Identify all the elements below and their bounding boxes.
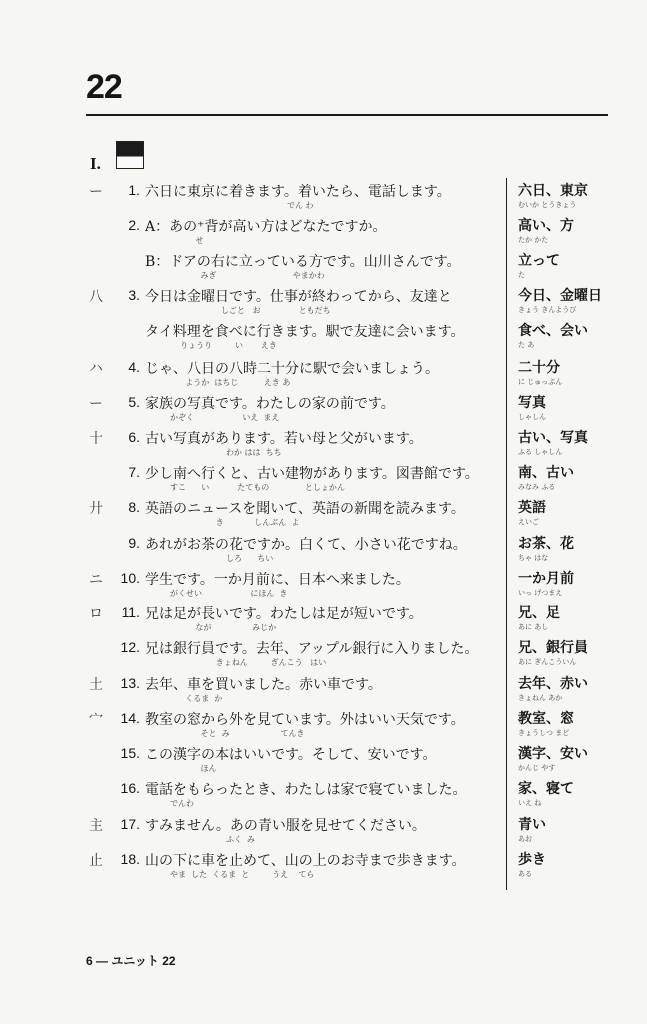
vocab-kanji: 食べ、会い (518, 323, 588, 339)
header-rule (86, 114, 608, 116)
sentence-number: 16. (120, 780, 140, 796)
vocab-kanji: 高い、方 (518, 218, 574, 234)
sentence-row (0, 283, 647, 317)
vocab-kanji: 漢字、安い (518, 746, 588, 762)
sentence-row (0, 600, 647, 634)
vocab-kanji: 写真 (518, 395, 546, 411)
radical-marker: ニ (89, 572, 103, 588)
sentence-text: じゃ、八日の八時二十分に駅で会いましょう。 (145, 361, 439, 377)
sentence-text: 兄は銀行員です。去年、アップル銀行に入りました。 (145, 641, 479, 657)
furigana-reading: みぎ やまかわ (170, 271, 325, 280)
sentence-row (0, 531, 647, 565)
furigana-reading: ようか はちじ えき あ (170, 378, 291, 387)
vocab-furigana: あお (518, 835, 532, 843)
furigana-reading: くるま か (170, 694, 223, 703)
furigana-reading: すこ い たてもの としょかん (170, 483, 345, 492)
furigana-reading: ほん (170, 764, 217, 773)
unit-number-heading: 22 (86, 68, 122, 106)
furigana-reading: しろ ちい (170, 554, 274, 563)
sentence-row (0, 318, 647, 352)
sentence-text: 六日に東京に着きます。着いたら、電話します。 (145, 184, 451, 200)
radical-marker: 宀 (89, 712, 103, 728)
vocab-furigana: あに あし (518, 623, 549, 631)
vocab-furigana: た あ (518, 341, 535, 349)
radical-marker: 止 (89, 853, 103, 869)
sentence-number: 7. (128, 464, 140, 480)
sentence-number: 4. (128, 359, 140, 375)
vocab-kanji: 教室、窓 (518, 711, 574, 727)
vocab-kanji: 六日、東京 (518, 183, 588, 199)
furigana-reading: でんわ (170, 799, 194, 808)
vocab-furigana: むいか とうきょう (518, 201, 577, 209)
vocab-furigana: かんじ やす (518, 764, 556, 772)
radical-marker: 主 (89, 818, 103, 834)
sentence-row (0, 178, 647, 212)
vocab-furigana: きょうしつ まど (518, 729, 570, 737)
furigana-reading: せ (170, 236, 204, 245)
sentence-number: 12. (120, 639, 140, 655)
vocab-kanji: 一か月前 (518, 571, 574, 587)
sentence-row (0, 460, 647, 494)
radical-marker: ー (89, 396, 103, 412)
sentence-text: 家族の写真です。わたしの家の前です。 (145, 396, 395, 412)
sentence-text: 古い写真があります。若い母と父がいます。 (145, 431, 423, 447)
radical-marker: 土 (89, 677, 103, 693)
vocab-furigana: た (518, 271, 525, 279)
furigana-reading: かぞく いえ まえ (170, 413, 280, 422)
vocab-furigana: いえ ね (518, 799, 542, 807)
section-label: I. (90, 154, 101, 173)
vocab-kanji: 歩き (518, 852, 546, 868)
furigana-reading: そと み てんき (170, 729, 305, 738)
sentence-row (0, 425, 647, 459)
sentence-row (0, 671, 647, 705)
sentence-text: 今日は金曜日です。仕事が終わってから、友達と (145, 289, 452, 305)
vocab-kanji: 兄、銀行員 (518, 640, 588, 656)
sentence-row (0, 812, 647, 846)
sentence-row (0, 776, 647, 810)
sentence-text: 兄は足が長いです。わたしは足が短いです。 (145, 606, 423, 622)
vocab-kanji: 英語 (518, 500, 546, 516)
sentence-text: あれがお茶の花ですか。白くて、小さい花ですね。 (145, 537, 467, 553)
sentence-number: 17. (120, 816, 140, 832)
vocab-furigana: に じゅっぷん (518, 378, 563, 386)
radical-marker: ロ (89, 606, 103, 622)
section-box-icon (116, 141, 144, 169)
sentence-number: 10. (120, 570, 140, 586)
vocab-furigana: いっ げつまえ (518, 589, 563, 597)
furigana-reading: ふく み (170, 835, 256, 844)
sentence-number: 14. (120, 710, 140, 726)
sentence-text: 教室の窓から外を見ています。外はいい天気です。 (145, 712, 465, 728)
vocab-furigana: たか かた (518, 236, 549, 244)
sentence-number: 13. (120, 675, 140, 691)
vocab-furigana: ちゃ はな (518, 554, 549, 562)
sentence-text: 英語のニュースを聞いて、英語の新聞を読みます。 (145, 501, 465, 517)
sentence-row (0, 248, 647, 282)
vocab-kanji: 家、寝て (518, 781, 574, 797)
furigana-reading: なが みじか (170, 623, 277, 632)
radical-marker: ー (89, 184, 103, 200)
furigana-reading: わか はは ちち (170, 448, 282, 457)
radical-marker: ハ (89, 361, 103, 377)
furigana-reading: やま した くるま と うえ てら (170, 870, 315, 879)
sentence-row (0, 355, 647, 389)
sentence-number: 9. (128, 535, 140, 551)
furigana-reading: でん わ (170, 201, 314, 210)
radical-marker: 十 (89, 431, 103, 447)
furigana-reading: がくせい にほん き (170, 589, 288, 598)
sentence-text: タイ料理を食べに行きます。駅で友達に会います。 (145, 324, 465, 340)
sentence-row (0, 635, 647, 669)
sentence-row (0, 847, 647, 881)
sentence-text: 去年、車を買いました。赤い車です。 (145, 677, 382, 693)
sentence-number: 11. (121, 604, 140, 620)
vocab-kanji: 二十分 (518, 360, 560, 376)
sentence-number: 8. (128, 499, 140, 515)
page-footer: 6 — ユニット 22 (86, 954, 176, 968)
sentence-row (0, 566, 647, 600)
sentence-number: 5. (128, 394, 140, 410)
radical-marker: 八 (89, 289, 103, 305)
vocab-kanji: 青い (518, 817, 546, 833)
vocab-kanji: お茶、花 (518, 536, 574, 552)
sentence-number: 18. (120, 851, 140, 867)
furigana-reading: りょうり い えき (170, 341, 277, 350)
vocab-kanji: 立って (518, 253, 560, 269)
sentence-text: この漢字の本はいいです。そして、安いです。 (145, 747, 437, 763)
sentence-number: 2. (128, 217, 140, 233)
vocab-furigana: きょう きんようび (518, 306, 577, 314)
sentence-text: 少し南へ行くと、古い建物があります。図書館です。 (145, 466, 479, 482)
sentence-text: 山の下に車を止めて、山の上のお寺まで歩きます。 (145, 853, 466, 869)
sentence-number: 6. (128, 429, 140, 445)
sentence-number: 15. (120, 745, 140, 761)
sentence-row (0, 741, 647, 775)
sentence-text: A：あの⁺背が高い方はどなたですか。 (145, 219, 387, 235)
sentence-row (0, 495, 647, 529)
furigana-reading: しごと お ともだち (170, 306, 331, 315)
sentence-text: すみません。あの青い服を見せてください。 (145, 818, 426, 834)
vocab-furigana: ふる しゃしん (518, 448, 563, 456)
furigana-reading: き しんぶん よ (170, 518, 300, 527)
vocab-kanji: 兄、足 (518, 605, 560, 621)
vocab-furigana: みなみ ふる (518, 483, 556, 491)
radical-marker: 廾 (89, 501, 103, 517)
vocab-furigana: きょねん あか (518, 694, 563, 702)
vocab-furigana: ある (518, 870, 532, 878)
sentence-text: B：ドアの右に立っている方です。山川さんです。 (145, 254, 461, 270)
vocab-furigana: あに ぎんこういん (518, 658, 577, 666)
sentence-number: 3. (128, 287, 140, 303)
sentence-number: 1. (128, 182, 140, 198)
vocab-kanji: 去年、赤い (518, 676, 588, 692)
vocab-furigana: しゃしん (518, 413, 546, 421)
vocab-furigana: えいご (518, 518, 539, 526)
sentence-text: 学生です。一か月前に、日本へ来ました。 (145, 572, 410, 588)
sentence-row (0, 390, 647, 424)
vocab-kanji: 古い、写真 (518, 430, 588, 446)
vocab-kanji: 南、古い (518, 465, 574, 481)
vocab-kanji: 今日、金曜日 (518, 288, 602, 304)
sentence-row (0, 213, 647, 247)
furigana-reading: きょねん ぎんこう はい (170, 658, 327, 667)
sentence-row (0, 706, 647, 740)
sentence-text: 電話をもらったとき、わたしは家で寝ていました。 (145, 782, 467, 798)
